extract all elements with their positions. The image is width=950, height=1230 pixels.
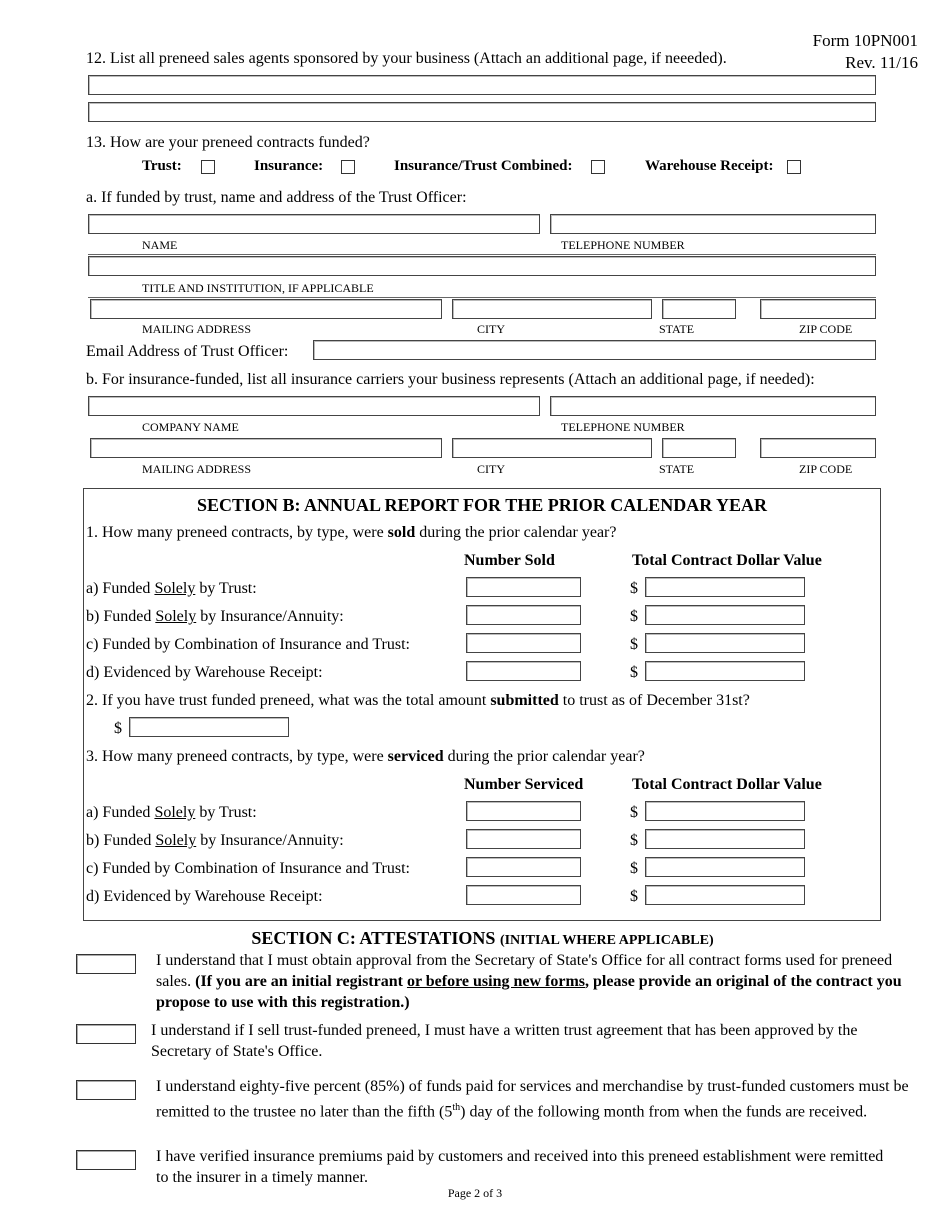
dollar-sign: $ <box>630 832 638 849</box>
serviced-row-d-label: d) Evidenced by Warehouse Receipt: <box>86 888 323 905</box>
dollar-sign: $ <box>630 664 638 681</box>
attestation-3-text: I understand eighty-five percent (85%) of funds paid for services and merchandise by trust-funded customers must be remitted to the trustee no later than the fifth (5th) day of the following month from when the funds are received. <box>156 1078 909 1121</box>
col-total-value-serviced: Total Contract Dollar Value <box>632 776 822 793</box>
agents-field-1[interactable] <box>88 75 876 95</box>
mailing-address-label: MAILING ADDRESS <box>142 322 252 336</box>
attestation-2-initial-field[interactable] <box>76 1024 136 1044</box>
option-insurance-label: Insurance: <box>254 158 324 174</box>
dollar-sign: $ <box>630 636 638 653</box>
dollar-sign: $ <box>630 860 638 877</box>
zip-label: ZIP CODE <box>799 322 853 336</box>
company-name-label: COMPANY NAME <box>142 420 239 434</box>
title-institution-label: TITLE AND INSTITUTION, IF APPLICABLE <box>142 281 374 295</box>
attestation-3-initial-field[interactable] <box>76 1080 136 1100</box>
dollar-sign: $ <box>630 888 638 905</box>
sb-q3-label: 3. How many preneed contracts, by type, were serviced during the prior calendar year? <box>86 748 645 765</box>
trust-mailing-address-field[interactable] <box>90 299 442 319</box>
company-name-field[interactable] <box>88 396 540 416</box>
company-state-label: STATE <box>659 462 695 476</box>
serviced-row-c-label: c) Funded by Combination of Insurance and Trust: <box>86 860 410 877</box>
serviced-warehouse-count-field[interactable] <box>466 885 581 905</box>
q13b-label: b. For insurance-funded, list all insurance carriers your business represents (Attach an additional page, if needed): <box>86 371 815 388</box>
attestation-1-initial-field[interactable] <box>76 954 136 974</box>
company-phone-field[interactable] <box>550 396 876 416</box>
sb-q2-label: 2. If you have trust funded preneed, what was the total amount submitted to trust as of December 31st? <box>86 692 750 709</box>
serviced-trust-count-field[interactable] <box>466 801 581 821</box>
company-state-field[interactable] <box>662 438 736 458</box>
sold-warehouse-value-field[interactable] <box>645 661 805 681</box>
title-institution-field[interactable] <box>88 256 876 276</box>
serviced-insurance-value-field[interactable] <box>645 829 805 849</box>
dollar-sign: $ <box>630 804 638 821</box>
serviced-insurance-count-field[interactable] <box>466 829 581 849</box>
attestation-4-initial-field[interactable] <box>76 1150 136 1170</box>
state-label: STATE <box>659 322 695 336</box>
serviced-row-b-label: b) Funded Solely by Insurance/Annuity: <box>86 832 344 849</box>
trust-officer-name-field[interactable] <box>88 214 540 234</box>
trust-officer-phone-field[interactable] <box>550 214 876 234</box>
q13-label: 13. How are your preneed contracts funded? <box>86 134 370 151</box>
city-label: CITY <box>477 322 505 336</box>
sold-insurance-count-field[interactable] <box>466 605 581 625</box>
sold-row-d-label: d) Evidenced by Warehouse Receipt: <box>86 664 323 681</box>
trust-city-field[interactable] <box>452 299 652 319</box>
col-total-value: Total Contract Dollar Value <box>632 552 822 569</box>
sold-row-b-label: b) Funded Solely by Insurance/Annuity: <box>86 608 344 625</box>
sold-warehouse-count-field[interactable] <box>466 661 581 681</box>
telephone-label: TELEPHONE NUMBER <box>561 238 685 252</box>
page-number: Page 2 of 3 <box>447 1186 503 1200</box>
dollar-sign: $ <box>114 720 122 737</box>
sb-q1-label: 1. How many preneed contracts, by type, were sold during the prior calendar year? <box>86 524 617 541</box>
form-revision: Rev. 11/16 <box>845 53 918 72</box>
company-telephone-label: TELEPHONE NUMBER <box>561 420 685 434</box>
combined-checkbox[interactable] <box>591 160 605 174</box>
sold-row-c-label: c) Funded by Combination of Insurance and Trust: <box>86 636 410 653</box>
serviced-combined-count-field[interactable] <box>466 857 581 877</box>
sold-trust-value-field[interactable] <box>645 577 805 597</box>
serviced-trust-value-field[interactable] <box>645 801 805 821</box>
trust-officer-email-field[interactable] <box>313 340 876 360</box>
name-label: NAME <box>142 238 178 252</box>
attestation-2-text: I understand if I sell trust-funded preneed, I must have a written trust agreement that has been approved by the Secretary of State's Office. <box>151 1022 858 1060</box>
trust-zip-field[interactable] <box>760 299 876 319</box>
attestation-4-text: I have verified insurance premiums paid by customers and received into this preneed establishment were remitted to the insurer in a timely manner. <box>156 1148 884 1186</box>
attestation-1-text: I understand that I must obtain approval from the Secretary of State's Office for all contract forms used for preneed sales. (If you are an initial registrant or before using new forms, please provide an original of the contract you propose to use with this registration.) <box>156 952 902 1011</box>
company-mailing-address-label: MAILING ADDRESS <box>142 462 252 476</box>
q12-label: 12. List all preneed sales agents sponsored by your business (Attach an additional page, if neeeded). <box>86 50 727 67</box>
sold-insurance-value-field[interactable] <box>645 605 805 625</box>
dollar-sign: $ <box>630 580 638 597</box>
company-zip-label: ZIP CODE <box>799 462 853 476</box>
submitted-amount-field[interactable] <box>129 717 289 737</box>
option-warehouse-label: Warehouse Receipt: <box>645 158 774 174</box>
option-combined-label: Insurance/Trust Combined: <box>394 158 573 174</box>
company-mailing-address-field[interactable] <box>90 438 442 458</box>
insurance-checkbox[interactable] <box>341 160 355 174</box>
company-city-label: CITY <box>477 462 505 476</box>
form-number: Form 10PN001 <box>812 31 918 50</box>
section-b-title: SECTION B: ANNUAL REPORT FOR THE PRIOR CALENDAR YEAR <box>196 495 768 515</box>
serviced-row-a-label: a) Funded Solely by Trust: <box>86 804 257 821</box>
col-number-serviced: Number Serviced <box>464 776 584 793</box>
warehouse-checkbox[interactable] <box>787 160 801 174</box>
serviced-warehouse-value-field[interactable] <box>645 885 805 905</box>
company-city-field[interactable] <box>452 438 652 458</box>
trust-state-field[interactable] <box>662 299 736 319</box>
dollar-sign: $ <box>630 608 638 625</box>
option-trust-label: Trust: <box>142 158 182 174</box>
serviced-combined-value-field[interactable] <box>645 857 805 877</box>
trust-checkbox[interactable] <box>201 160 215 174</box>
q13a-label: a. If funded by trust, name and address of the Trust Officer: <box>86 189 467 206</box>
section-c-title: SECTION C: ATTESTATIONS (INITIAL WHERE APPLICABLE) <box>251 928 714 948</box>
company-zip-field[interactable] <box>760 438 876 458</box>
sold-row-a-label: a) Funded Solely by Trust: <box>86 580 257 597</box>
email-label: Email Address of Trust Officer: <box>86 343 289 360</box>
col-number-sold: Number Sold <box>464 552 555 569</box>
agents-field-2[interactable] <box>88 102 876 122</box>
sold-trust-count-field[interactable] <box>466 577 581 597</box>
sold-combined-count-field[interactable] <box>466 633 581 653</box>
sold-combined-value-field[interactable] <box>645 633 805 653</box>
